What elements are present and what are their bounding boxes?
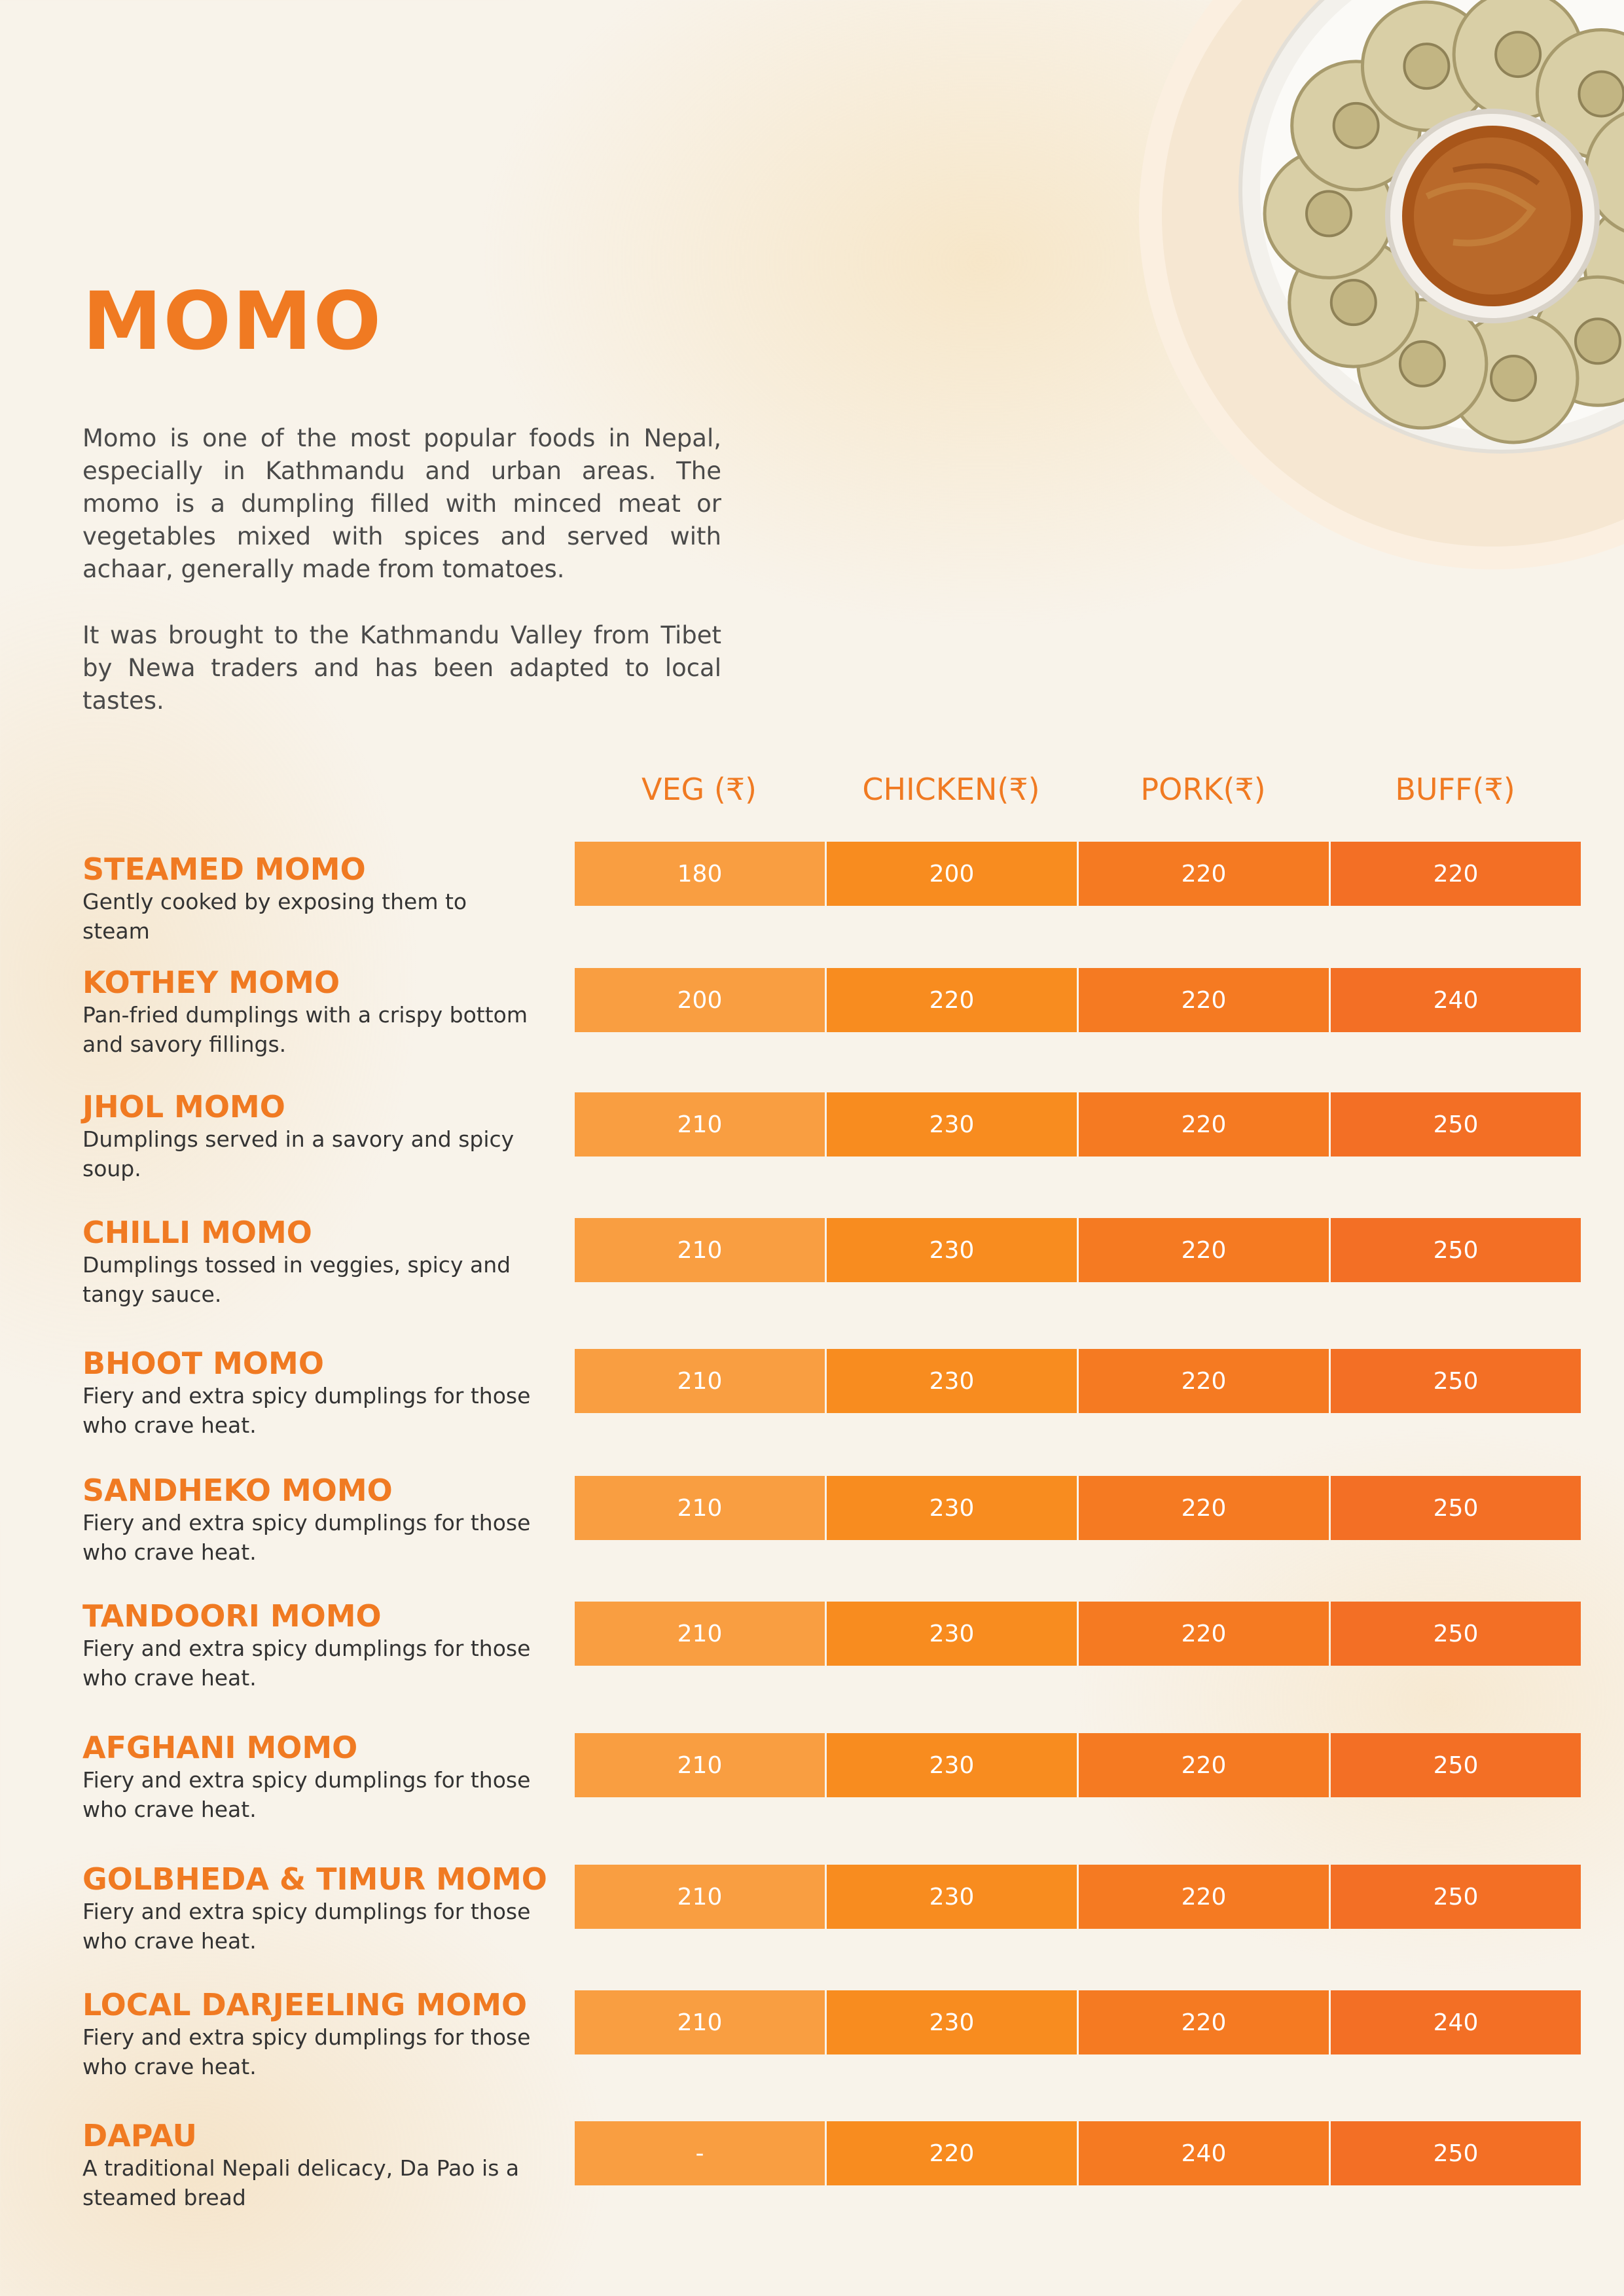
menu-item-description: Fiery and extra spicy dumplings for those who crave heat. — [82, 1510, 531, 1565]
menu-item-description: Fiery and extra spicy dumplings for those who crave heat. — [82, 1383, 531, 1438]
dumpling-pleat-icon — [1404, 44, 1449, 88]
menu-item-description: Fiery and extra spicy dumplings for those who crave heat. — [82, 1767, 531, 1822]
price-cell-veg: 210 — [575, 1990, 825, 2054]
column-header-pork: PORK(₹) — [1140, 772, 1266, 807]
price-cell-veg: 210 — [575, 1349, 825, 1413]
menu-item-description: Dumplings tossed in veggies, spicy and tangy sauce. — [82, 1252, 511, 1307]
intro-paragraph-1: Momo is one of the most popular foods in Nepal, especially in Kathmandu and urban areas. The momo is a dumpling filled with minced meat or vegetables mixed with spices and served with achaar, generally made from tomatoes. — [82, 424, 721, 583]
menu-item-description: Fiery and extra spicy dumplings for those who crave heat. — [82, 1899, 531, 1954]
price-cell-buff: 250 — [1331, 1349, 1581, 1413]
price-cell-chicken: 230 — [827, 1865, 1077, 1929]
price-cell-chicken: 230 — [827, 1733, 1077, 1797]
price-cell-buff: 250 — [1331, 1602, 1581, 1666]
price-cell-buff: 250 — [1331, 1092, 1581, 1157]
menu-item-description: Fiery and extra spicy dumplings for those who crave heat. — [82, 2024, 531, 2079]
menu-item-description: Fiery and extra spicy dumplings for those who crave heat. — [82, 1636, 531, 1691]
price-cell-chicken: 230 — [827, 1218, 1077, 1282]
menu-item-description: Gently cooked by exposing them to steam — [82, 889, 467, 944]
menu-item-name: DAPAU — [82, 2118, 197, 2153]
price-cell-veg: - — [575, 2121, 825, 2185]
price-cell-pork: 220 — [1079, 1865, 1329, 1929]
price-cell-pork: 240 — [1079, 2121, 1329, 2185]
menu-item-description: A traditional Nepali delicacy, Da Pao is a steamed bread — [82, 2155, 520, 2210]
dumpling-pleat-icon — [1331, 280, 1376, 325]
column-header-chicken: CHICKEN(₹) — [862, 772, 1040, 807]
dumpling-pleat-icon — [1334, 103, 1379, 148]
menu-item-name: SANDHEKO MOMO — [82, 1473, 393, 1508]
menu-item-name: GOLBHEDA & TIMUR MOMO — [82, 1861, 547, 1897]
dumpling-pleat-icon — [1400, 342, 1445, 386]
dumpling-pleat-icon — [1491, 356, 1536, 401]
price-cell-veg: 200 — [575, 968, 825, 1032]
menu-item-description: Pan-fried dumplings with a crispy bottom and savory fillings. — [82, 1002, 528, 1057]
price-cell-veg: 180 — [575, 842, 825, 906]
price-cell-pork: 220 — [1079, 1733, 1329, 1797]
price-cell-veg: 210 — [575, 1476, 825, 1540]
price-cell-buff: 240 — [1331, 968, 1581, 1032]
price-cell-chicken: 220 — [827, 968, 1077, 1032]
price-cell-chicken: 230 — [827, 1602, 1077, 1666]
price-cell-pork: 220 — [1079, 968, 1329, 1032]
price-cell-buff: 250 — [1331, 2121, 1581, 2185]
dumpling-pleat-icon — [1576, 319, 1620, 363]
price-cell-veg: 210 — [575, 1733, 825, 1797]
column-header-veg: VEG (₹) — [641, 772, 757, 807]
price-cell-veg: 210 — [575, 1602, 825, 1666]
price-cell-chicken: 220 — [827, 2121, 1077, 2185]
menu-item-name: CHILLI MOMO — [82, 1215, 312, 1250]
price-cell-buff: 250 — [1331, 1865, 1581, 1929]
price-cell-pork: 220 — [1079, 1349, 1329, 1413]
price-cell-pork: 220 — [1079, 842, 1329, 906]
price-cell-pork: 220 — [1079, 1476, 1329, 1540]
menu-item-name: TANDOORI MOMO — [82, 1598, 382, 1634]
price-cell-buff: 240 — [1331, 1990, 1581, 2054]
price-cell-chicken: 230 — [827, 1349, 1077, 1413]
price-cell-chicken: 230 — [827, 1990, 1077, 2054]
price-cell-chicken: 230 — [827, 1476, 1077, 1540]
menu-item-name: KOTHEY MOMO — [82, 965, 340, 1000]
menu-item-name: LOCAL DARJEELING MOMO — [82, 1987, 528, 2022]
price-cell-veg: 210 — [575, 1865, 825, 1929]
price-cell-chicken: 200 — [827, 842, 1077, 906]
page-title: MOMO — [82, 275, 383, 368]
price-cell-veg: 210 — [575, 1092, 825, 1157]
menu-item-name: JHOL MOMO — [82, 1089, 285, 1124]
price-cell-chicken: 230 — [827, 1092, 1077, 1157]
price-cell-pork: 220 — [1079, 1218, 1329, 1282]
menu-item-description: Dumplings served in a savory and spicy soup. — [82, 1126, 514, 1181]
price-cell-pork: 220 — [1079, 1602, 1329, 1666]
dumpling-pleat-icon — [1496, 32, 1540, 77]
momo-plate-illustration — [1113, 0, 1624, 583]
price-cell-buff: 250 — [1331, 1218, 1581, 1282]
menu-item-name: AFGHANI MOMO — [82, 1730, 358, 1765]
price-cell-pork: 220 — [1079, 1092, 1329, 1157]
intro-paragraph-2: It was brought to the Kathmandu Valley from Tibet by Newa traders and has been adapted to local tastes. — [82, 621, 721, 715]
price-cell-veg: 210 — [575, 1218, 825, 1282]
menu-item-name: STEAMED MOMO — [82, 852, 366, 887]
menu-item-name: BHOOT MOMO — [82, 1346, 324, 1381]
dumpling-pleat-icon — [1307, 191, 1351, 236]
price-cell-pork: 220 — [1079, 1990, 1329, 2054]
price-cell-buff: 250 — [1331, 1476, 1581, 1540]
price-cell-buff: 220 — [1331, 842, 1581, 906]
dumpling-pleat-icon — [1579, 71, 1623, 116]
column-header-buff: BUFF(₹) — [1395, 772, 1515, 807]
price-cell-buff: 250 — [1331, 1733, 1581, 1797]
